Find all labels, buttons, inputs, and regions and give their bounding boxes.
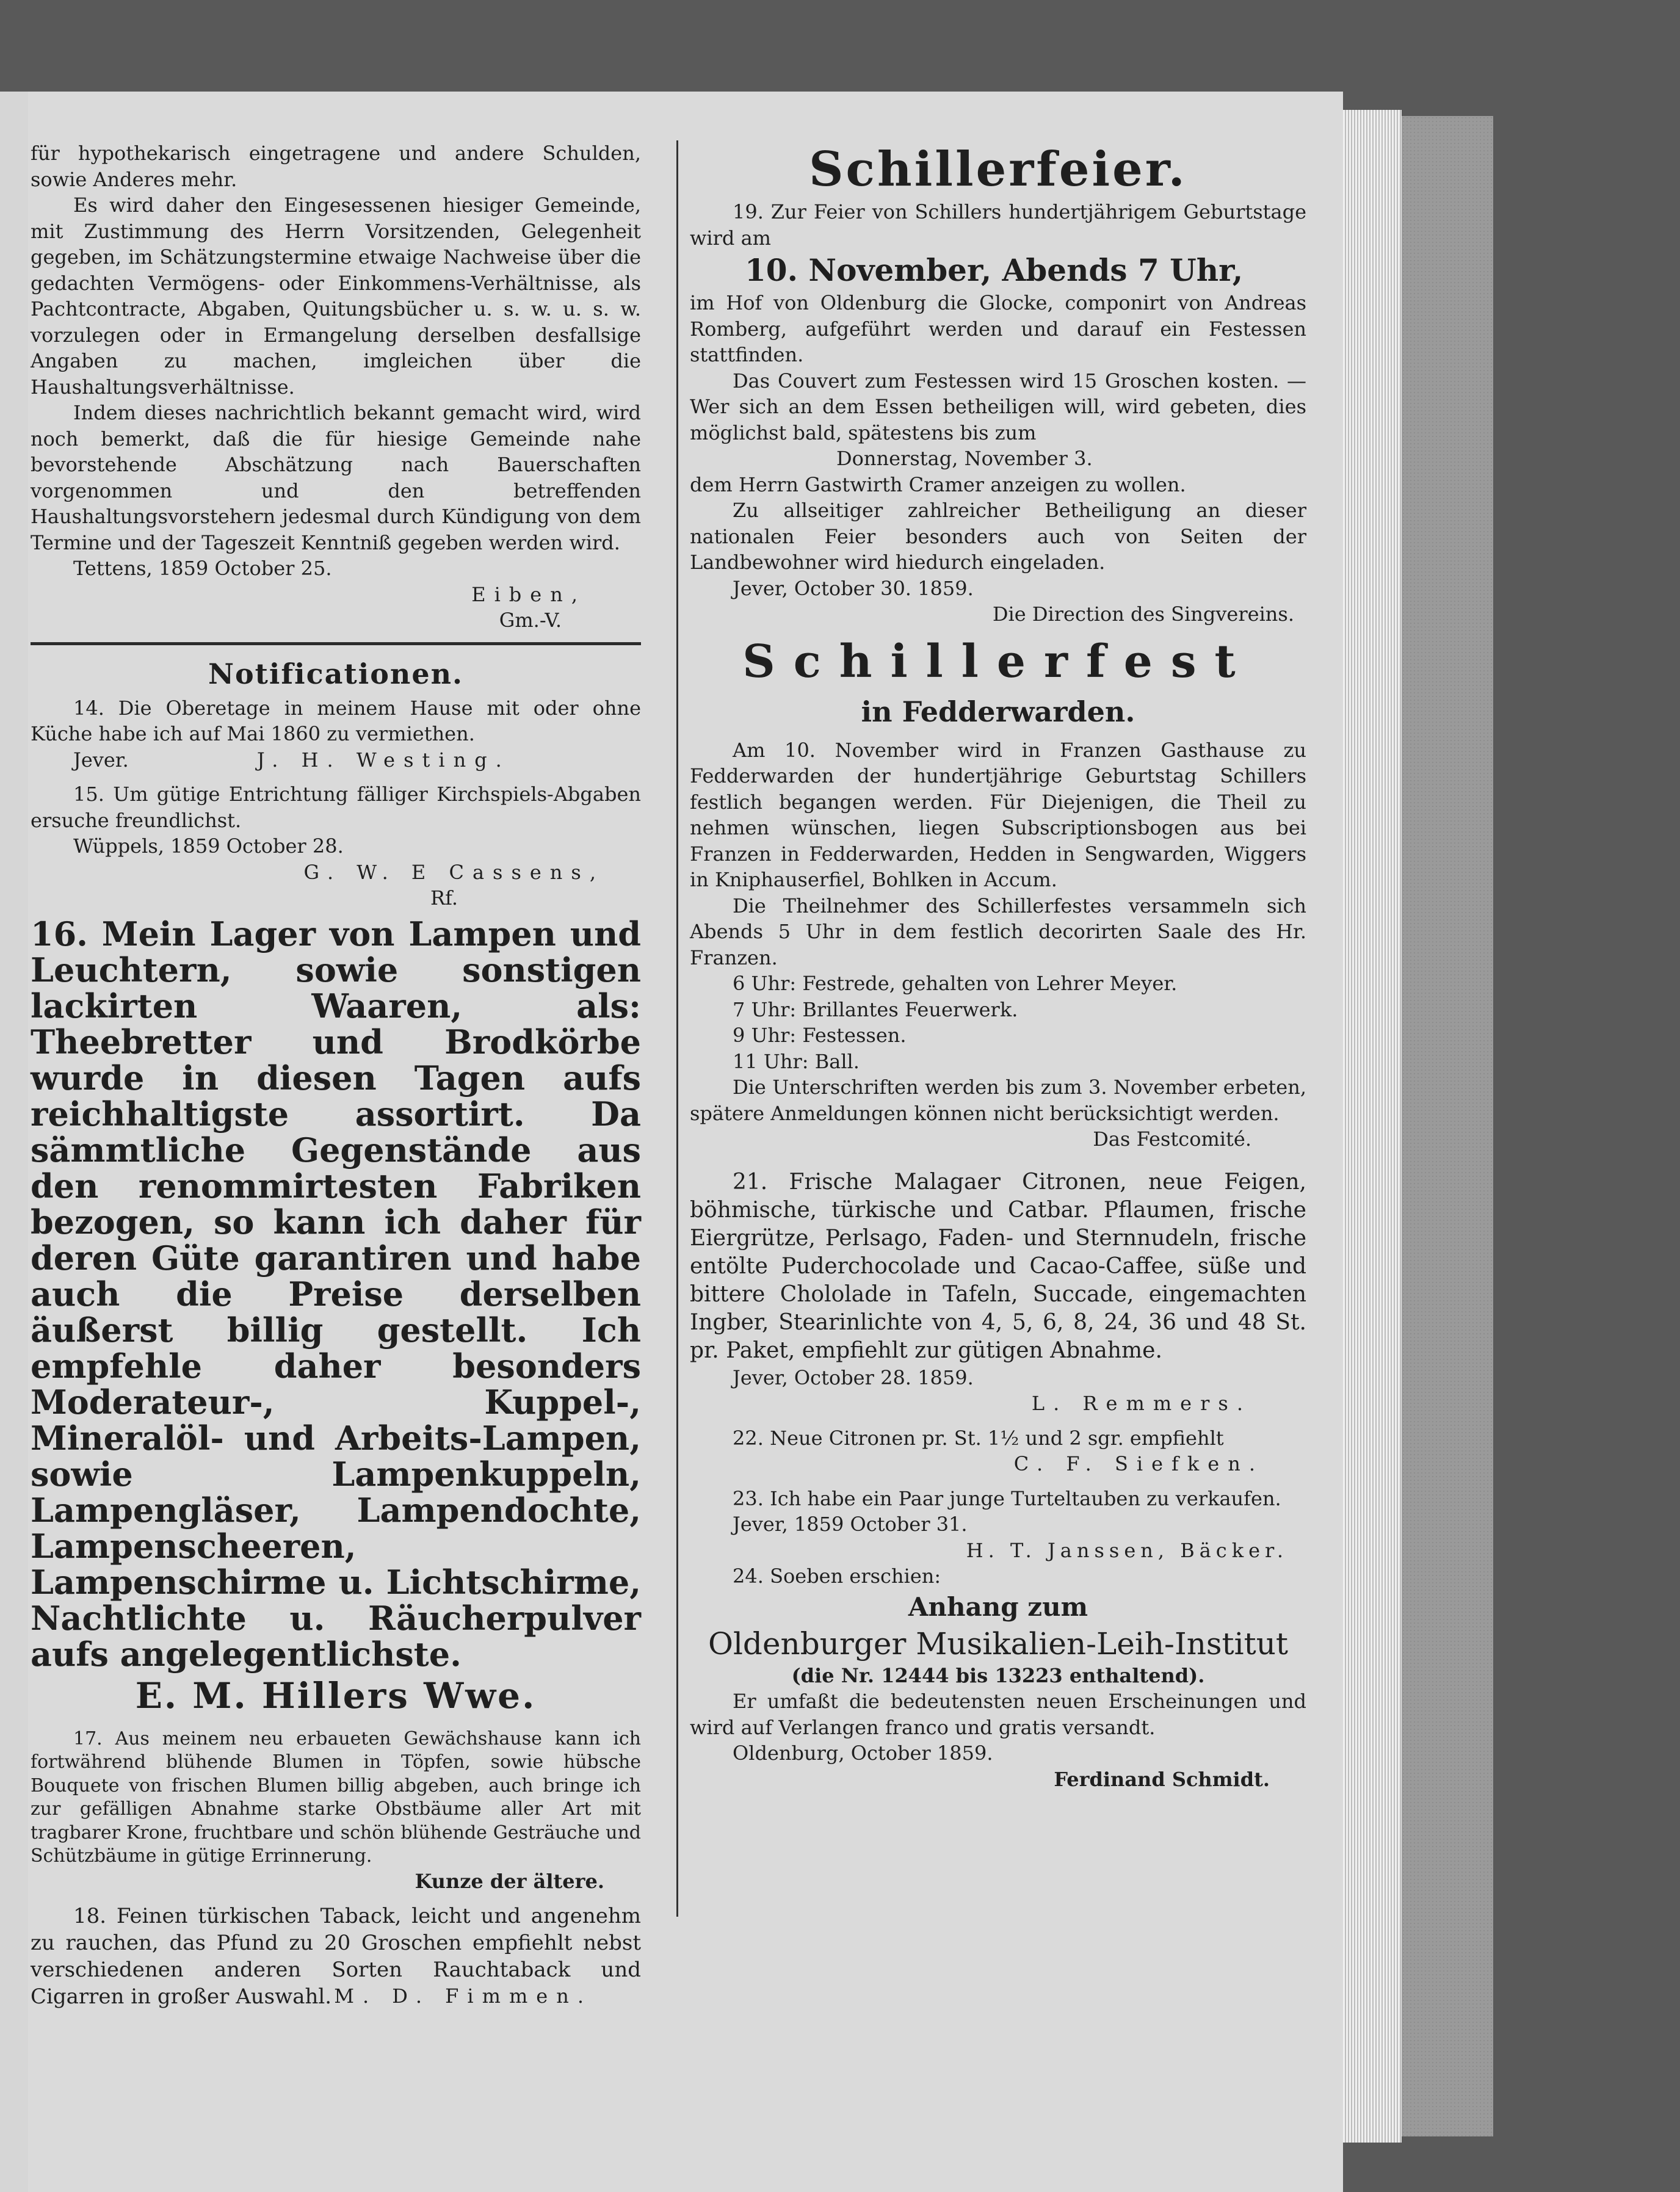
notice-14-place: Jever.	[73, 748, 129, 772]
item-23: 23. Ich habe ein Paar junge Turteltauben zu verkaufen.	[733, 1486, 1281, 1510]
notice-14-signer: J. H. Westing.	[256, 748, 510, 772]
ad-17: 17. Aus meinem neu erbaueten Gewächshause kann ich fortwährend blühende Blumen in Töpfen, sowie hübsche Bouquete von frischen Blumen billig abgeben, auch bringe ich zur gefälligen Abnahme starke Obstbäume aller Art mit tragbarer Krone, fruchtbare und schön blühende Gesträuche und Schützbäume in gütige Errinnerung.	[31, 1727, 641, 1867]
page-edges	[1343, 110, 1402, 2143]
notice-15: 15. Um gütige Entrichtung fälliger Kirchspiels-Abgaben ersuche freundlichst.	[31, 783, 641, 832]
item-24-heading-2: Oldenburger Musikalien-Leih-Institut	[708, 1626, 1289, 1662]
fest-schedule-1: 6 Uhr: Festrede, gehalten von Lehrer Meyer.	[733, 972, 1178, 995]
intro-signer-title: Gm.-V.	[499, 609, 562, 632]
intro-paragraph-1: für hypothekarisch eingetragene und andere Schulden, sowie Anderes mehr.	[31, 142, 641, 191]
item-22: 22. Neue Citronen pr. St. 1½ und 2 sgr. empfiehlt	[733, 1426, 1224, 1450]
item-24-heading-1: Anhang zum	[908, 1591, 1088, 1622]
ad-16: 16. Mein Lager von Lampen und Leuchtern, sowie sonstigen lackirten Waaren, als: Theebretter und Brodkörbe wurde in diesen Tagen aufs reichhaltigste assortirt. Da sämmtliche Gegenstände aus den renommirtesten Fabriken bezogen, so kann ich daher für deren Güte garantiren und habe auch die Preise derselben äußerst billig gestellt. Ich empfehle daher besonders Moderateur-, Kuppel-, Mineralöl- und Arbeits-Lampen, sowie Lampenkuppeln, Lampengläser, Lampendochte, Lampenscheeren, Lampenschirme u. Lichtschirme, Nachtlichte u. Räucherpulver aufs angelegentlichste.	[31, 914, 641, 1674]
item-21-place: Jever, October 28. 1859.	[733, 1365, 974, 1389]
fest-meeting: Die Theilnehmer des Schillerfestes versammeln sich Abends 5 Uhr in dem festlich decorirten Saale des Hr. Franzen.	[690, 894, 1306, 969]
item-24: 24. Soeben erschien:	[733, 1564, 941, 1588]
fest-signer: Das Festcomité.	[1093, 1127, 1251, 1151]
column-divider	[676, 140, 678, 1917]
left-column	[31, 140, 641, 2009]
intro-paragraph-3: Indem dieses nachrichtlich bekannt gemacht wird, wird noch bemerkt, daß die für hiesige Gemeinde nahe bevorstehende Abschätzung nach Bauerschaften vorgenommen und den betreffenden Haushaltungsvorstehern jedesmal durch Kündigung von dem Termine und der Tageszeit Kenntniß gegeben werden wird.	[31, 401, 641, 554]
schillerfest-subtitle: in Fedderwarden.	[861, 695, 1135, 728]
item-19-date: 10. November, Abends 7 Uhr,	[745, 252, 1244, 288]
fest-announcement: Am 10. November wird in Franzen Gasthause zu Fedderwarden der hundertjährige Geburtstag Schillers festlich begangen werden. Für Diejenigen, die Theil zu nehmen wünschen, liegen Subscriptionsbogen aus bei Franzen in Fedderwarden, Hedden in Sengwarden, Wiggers in Kniphauserfiel, Bohlken in Accum.	[690, 738, 1306, 891]
facing-page-edge	[0, 92, 28, 2192]
notice-15-place: Wüppels, 1859 October 28.	[73, 834, 344, 858]
notice-14: 14. Die Oberetage in meinem Hause mit oder ohne Küche habe ich auf Mai 1860 zu vermiethen.	[31, 696, 641, 745]
notice-15-signer: G. W. E Cassens,	[303, 860, 604, 884]
item-19-body: im Hof von Oldenburg die Glocke, componirt von Andreas Romberg, aufgeführt werden und darauf ein Festessen stattfinden.	[690, 291, 1306, 366]
notice-15-title: Rf.	[430, 886, 458, 910]
item-21-signer: L. Remmers.	[1031, 1392, 1251, 1415]
section-divider	[31, 642, 641, 645]
item-22-signer: C. F. Siefken.	[1013, 1452, 1264, 1475]
book-cover	[1402, 116, 1493, 2136]
fest-signatures: Die Unterschriften werden bis zum 3. November erbeten, spätere Anmeldungen können nicht berücksichtigt werden.	[690, 1076, 1306, 1125]
item-19-invite: Zu allseitiger zahlreicher Betheiligung an dieser nationalen Feier besonders auch von Seiten der Landbewohner wird hiedurch eingeladen.	[690, 499, 1306, 574]
ad-18-signer: M. D. Fimmen.	[334, 1984, 592, 2008]
item-19-place: Jever, October 30. 1859.	[733, 576, 974, 600]
fest-schedule-4: 11 Uhr: Ball.	[733, 1049, 860, 1073]
fest-schedule-2: 7 Uhr: Brillantes Feuerwerk.	[733, 997, 1018, 1021]
item-19-signer: Die Direction des Singvereins.	[992, 602, 1294, 626]
fest-schedule-3: 9 Uhr: Festessen.	[733, 1024, 907, 1047]
intro-date: Tettens, 1859 October 25.	[73, 557, 332, 580]
item-24-place: Oldenburg, October 1859.	[733, 1742, 993, 1765]
intro-signer: Eiben,	[471, 582, 586, 606]
ad-18: 18. Feinen türkischen Taback, leicht und angenehm zu rauchen, das Pfund zu 20 Groschen empfiehlt nebst verschiedenen anderen Sorten Rauchtaback und Cigarren in großer Auswahl.	[31, 1904, 641, 2009]
item-19-couvert: Das Couvert zum Festessen wird 15 Groschen kosten. — Wer sich an dem Essen betheiligen will, wird gebeten, dies möglichst bald, spätestens bis zum	[690, 369, 1306, 444]
section-heading: Notificationen.	[208, 657, 464, 690]
intro-paragraph-2: Es wird daher den Eingesessenen hiesiger Gemeinde, mit Zustimmung des Herrn Vorsitzenden, Gelegenheit gegeben, im Schätzungstermine etwaige Nachweise über die gedachten Vermögens- oder Einkommens-Verhältnisse, als Pachtcontracte, Abgaben, Quitungsbücher u. s. w. u. s. w. vorzulegen oder in Ermangelung derselben desfallsige Angaben zu machen, imgleichen über die Haushaltungsverhältnisse.	[31, 194, 641, 399]
item-19-deadline: Donnerstag, November 3.	[836, 447, 1093, 470]
schillerfeier-title: Schillerfeier.	[809, 142, 1187, 197]
right-column	[690, 140, 1306, 1792]
ad-17-signer: Kunze der ältere.	[415, 1869, 604, 1893]
schillerfest-title: Schillerfest	[742, 635, 1254, 688]
item-23-place: Jever, 1859 October 31.	[733, 1513, 968, 1536]
item-23-signer: H. T. Janssen, Bäcker.	[966, 1538, 1288, 1562]
item-24-range: (die Nr. 12444 bis 13223 enthaltend).	[791, 1663, 1205, 1687]
item-24-signer: Ferdinand Schmidt.	[1054, 1767, 1270, 1791]
item-19-contact: dem Herrn Gastwirth Cramer anzeigen zu wollen.	[690, 472, 1186, 496]
item-24-body: Er umfaßt die bedeutensten neuen Erscheinungen und wird auf Verlangen franco und gratis versandt.	[690, 1690, 1306, 1739]
ad-16-signer: E. M. Hillers Wwe.	[135, 1674, 537, 1716]
item-21: 21. Frische Malagaer Citronen, neue Feigen, böhmische, türkische und Catbar. Pflaumen, frische Eiergrütze, Perlsago, Faden- und Sternnudeln, frische entölte Puderchocolade und Cacao-Caffee, süße und bittere Chololade in Tafeln, Succade, eingemachten Ingber, Stearinlichte von 4, 5, 6, 8, 24, 36 und 48 St. pr. Paket, empfiehlt zur gütigen Abnahme.	[690, 1169, 1306, 1363]
notice-14-footer	[31, 747, 641, 773]
item-19-intro: 19. Zur Feier von Schillers hundertjährigem Geburtstage wird am	[690, 200, 1306, 250]
